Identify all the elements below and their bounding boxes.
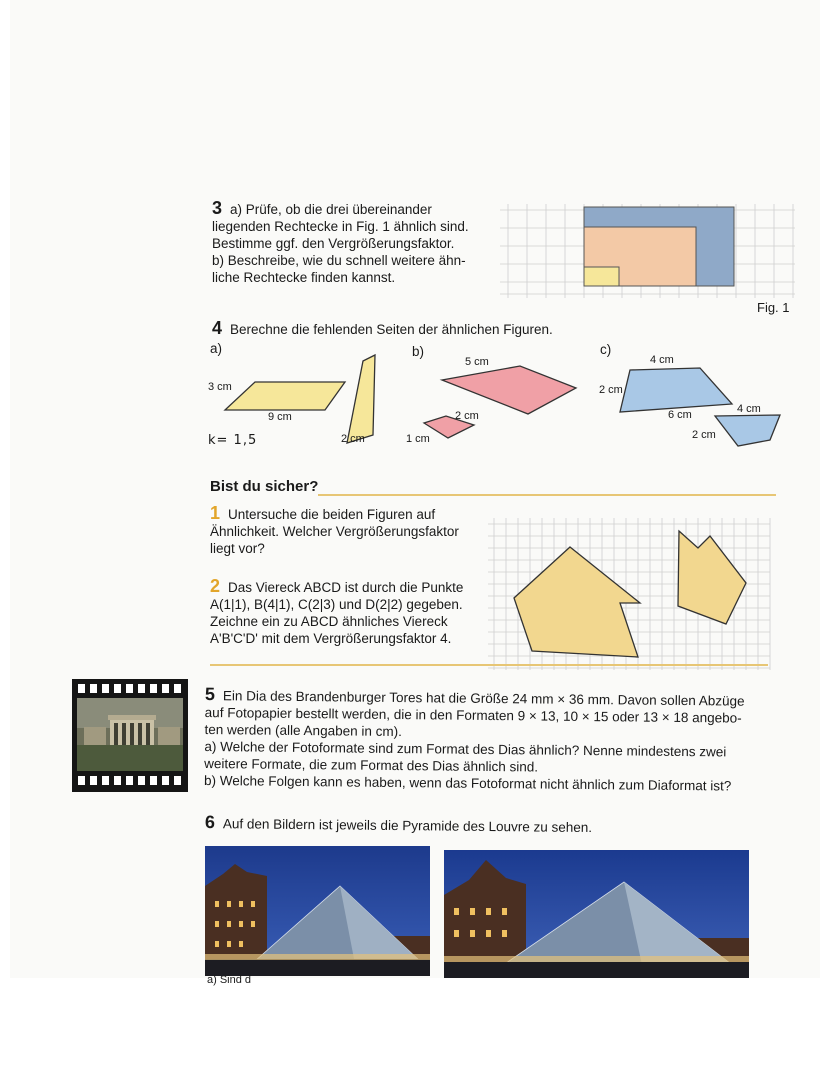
task4c-side-4: 4 cm [737, 403, 761, 415]
task6-text: Auf den Bildern ist jeweils die Pyramide des Louvre zu sehen. [222, 816, 593, 836]
task5-block [204, 686, 765, 795]
task4a-side-2: 9 cm [268, 411, 292, 423]
task4-number: 4 [212, 318, 223, 338]
task4c-side-2: 2 cm [599, 384, 623, 396]
task4a-side-3: 2 cm [341, 433, 365, 445]
task4b-side-3: 1 cm [406, 433, 430, 445]
task4-instruction-row [212, 320, 632, 338]
fig1-rectangles [500, 200, 800, 300]
sure1-line-3: liegt vor? [210, 541, 265, 556]
task4c-label: c) [600, 342, 612, 357]
fig1-label: Fig. 1 [757, 300, 790, 315]
task4b-figures [420, 360, 580, 450]
sure1-house-large [514, 547, 640, 657]
task4c-quad-large [620, 368, 732, 412]
task3-number: 3 [212, 198, 223, 218]
task3-line-3: Bestimme ggf. den Vergrößerungsfaktor. [212, 236, 455, 251]
sure2-line-1: Das Viereck ABCD ist durch die Punkte [228, 580, 464, 595]
task4a-side-1: 3 cm [208, 381, 232, 393]
task4c-side-1: 4 cm [650, 354, 674, 366]
task5-line-5: weitere Formate, die zum Format des Dias ähnlich sind. [204, 755, 539, 775]
sure2-number: 2 [210, 576, 221, 596]
task4c-side-5: 2 cm [692, 429, 716, 441]
brandenburg-gate-slide-image [72, 679, 188, 792]
task4b-side-1: 5 cm [465, 356, 489, 368]
task4a-parallelogram-small [347, 355, 375, 443]
task4a-parallelogram-large [225, 382, 345, 410]
task4a-handwritten-note: k= 1,5 [208, 433, 258, 448]
task4b-side-2: 2 cm [455, 410, 479, 422]
task4c-quad-small [715, 415, 780, 446]
task5-line-6: b) Welche Folgen kann es haben, wenn das Fotoformat nicht ähnlich zum Diaformat ist? [203, 772, 732, 794]
task3-line-5: liche Rechtecke finden kannst. [212, 270, 396, 285]
sure-bottom-divider [210, 664, 768, 666]
sure1-line-1: Untersuche die beiden Figuren auf [228, 507, 436, 522]
fig1-small-rect [584, 267, 619, 286]
task4b-label: b) [412, 344, 425, 359]
sure2-line-4: A'B'C'D' mit dem Vergrößerungsfaktor 4. [210, 631, 452, 646]
task3-block [212, 200, 502, 286]
task4-instruction: Berechne die fehlenden Seiten der ähnlichen Figuren. [230, 322, 553, 337]
task4a-label: a) [210, 341, 223, 356]
louvre-photo-right [444, 850, 749, 978]
sure2-block [210, 578, 500, 647]
task3-line-2: liegenden Rechtecke in Fig. 1 ähnlich sind. [212, 219, 469, 234]
task5-line-1: Ein Dia des Brandenburger Tores hat die Größe 24 mm × 36 mm. Davon sollen Abzüge [222, 688, 745, 709]
task5-line-3: ten werden (alle Angaben in cm). [204, 721, 402, 740]
sure2-line-2: A(1|1), B(4|1), C(2|3) und D(2|2) gegeben. [210, 597, 463, 612]
task3-line-4: b) Beschreibe, wie du schnell weitere ähn- [212, 253, 466, 268]
sure1-number: 1 [210, 503, 221, 523]
sure1-line-2: Ähnlichkeit. Welcher Vergrößerungsfaktor [210, 524, 459, 539]
task6-number: 6 [204, 812, 216, 833]
sure1-block [210, 505, 500, 557]
task5-line-2: auf Fotopapier bestellt werden, die in den Formaten 9 × 13, 10 × 15 oder 13 × 18 angebo- [204, 704, 742, 726]
task4c-side-3: 6 cm [668, 409, 692, 421]
sure2-line-3: Zeichne ein zu ABCD ähnliches Viereck [210, 614, 448, 629]
task5-number: 5 [204, 684, 216, 705]
task3-line-1: a) Prüfe, ob die drei übereinander [230, 202, 432, 217]
sure1-grid-figures [488, 518, 773, 670]
task4b-kite-large [442, 366, 576, 414]
sure-divider [318, 494, 776, 496]
sure1-house-small [678, 531, 746, 624]
sure-heading: Bist du sicher? [210, 478, 319, 495]
task4a-figures [225, 355, 385, 445]
task6-cut-text: a) Sind d [207, 974, 252, 986]
task5-line-4: a) Welche der Fotoformate sind zum Format des Dias ähnlich? Nenne mindestens zwei [204, 738, 727, 760]
